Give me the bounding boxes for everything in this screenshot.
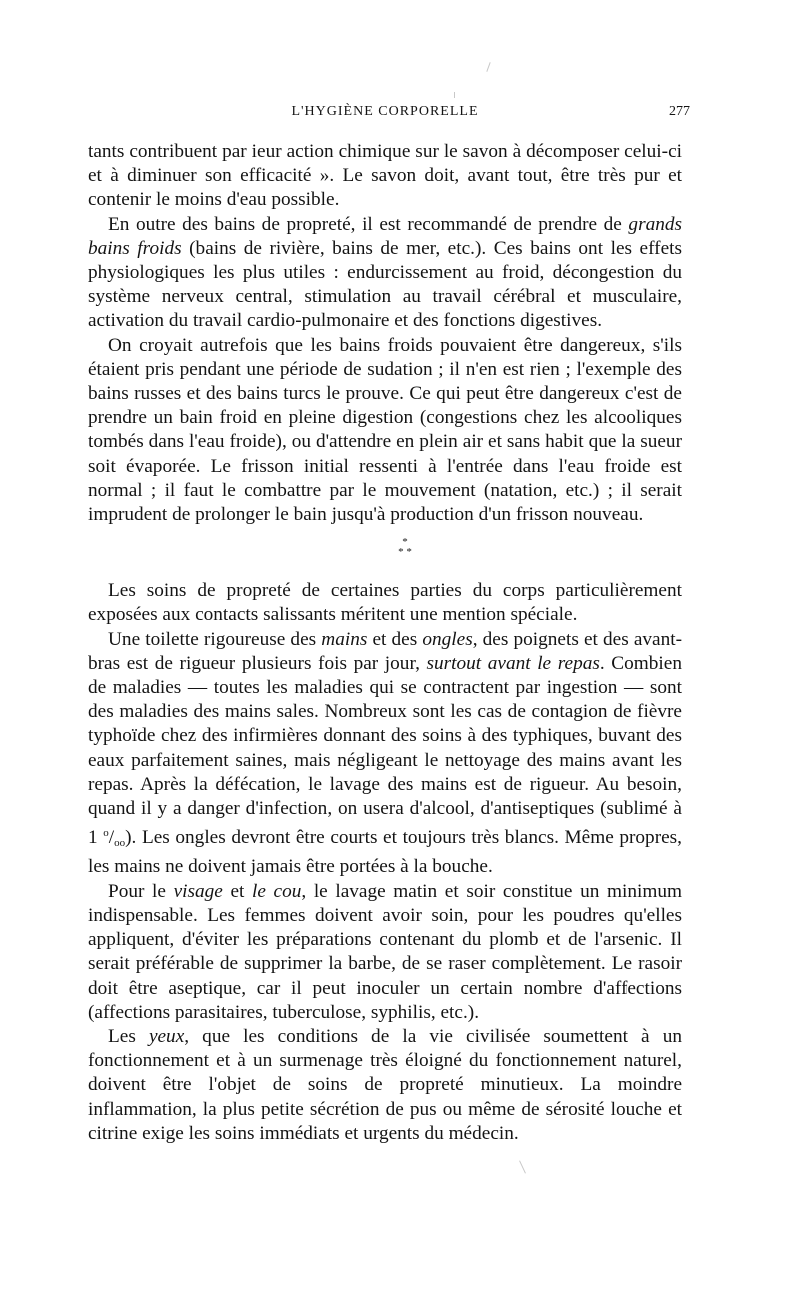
italic-term: ongles [422,628,473,650]
italic-term: le cou [252,880,302,902]
text-run: et [222,880,252,902]
text-run: et des [367,628,423,650]
scan-mark [519,1160,526,1173]
text-run: tants contribuent par ieur action chimique sur le savon à décomposer celui-ci et à diminuer son efficacité ». Le savon doit, avant tout, être très pur et contenir le moins d'eau possible. [88,141,682,211]
text-run: (bains de rivière, bains de mer, etc.). Ces bains ont les effets physiologiques les plus utiles : endurcissement au froid, décongestion du système nerveux central, stimulation au travail cérébral et musculaire, activation du travail cardio-pulmonaire et des fonctions digestives. [88,237,683,332]
paragraph [88,579,682,627]
text-run: / [108,827,115,849]
scan-mark [486,62,490,72]
text-run: Une toilette rigoureuse des [108,628,322,650]
page-number: 277 [669,104,690,119]
superscript: o [103,827,109,840]
paragraph [88,213,682,334]
text-run: . Combien de maladies — toutes les maladies qui se contractent par ingestion — sont des maladies des mains sales. Nombreux sont les cas de contagion de fièvre typhoïde chez des infirmières donnant des soins à des typhiques, buvant des eaux parfaitement saines, mais négligeant le nettoyage des mains avant les repas. Après la défécation, le lavage des mains est de rigueur. Au besoin, quand il y a danger d'infection, on usera d'alcool, d'antiseptiques (sublimé à 1 [88,652,682,849]
text-run: Les [108,1025,149,1047]
paragraph [88,140,682,213]
subscript: oo [114,837,126,850]
text-run: En outre des bains de propreté, il est recommandé de prendre de [108,213,629,235]
text-run: Les soins de propreté de certaines parties du corps particulièrement exposées aux contacts salissants méritent une mention spéciale. [88,580,682,626]
text-run: ). Les ongles devront être courts et toujours très blancs. Même propres, les mains ne doivent jamais être portées à la bouche. [88,827,682,878]
text-run: , que les conditions de la vie civilisée soumettent à un fonctionnement et à un surmenage très éloigné du fonctionnement naturel, doivent être l'objet de soins de propreté minutieux. La moindre inflammation, la plus petite sécrétion de pus ou même de sérosité louche et citrine exige les soins immédiats et urgents du médecin. [88,1025,682,1144]
book-page [88,104,690,1146]
text-run: On croyait autrefois que les bains froids pouvaient être dangereux, s'ils étaient pris pendant une période de sudation ; il n'en est rien ; l'exemple des bains russes et des bains turcs le prouve. Ce qui peut être dangereux c'est de prendre un bain froid en pleine digestion (congestions chez les alcooliques tombés dans l'eau froide), ou d'attendre en plein air et sans habit que la sueur soit évaporée. Le frisson initial ressenti à l'entrée dans l'eau froide est normal ; il faut le combattre par le mouvement (natation, etc.) ; il serait imprudent de prolonger le bain jusqu'à production d'un frisson nouveau. [88,334,682,526]
paragraph [88,628,682,880]
italic-term: yeux [148,1025,185,1047]
italic-term: surtout avant le repas [426,652,600,674]
text-run: Pour le [108,880,174,902]
italic-term: mains [321,628,368,650]
asterism [88,537,682,557]
paragraph [88,880,682,1025]
text-run: , le lavage matin et soir constitue un minimum indispensable. Les femmes doivent avoir soin, pour les poudres qu'elles appliquent, d'éviter les préparations contenant du plomb et de l'arsenic. Il serait préférable de supprimer la barbe, de se raser complètement. Le rasoir doit être aseptique, car il peut inoculer un certain nombre d'affections (affections parasitaires, tuberculose, syphilis, etc.). [88,880,682,1023]
asterism-bottom: * * [398,546,412,559]
running-head [88,104,690,126]
asterism-top: * [402,536,408,549]
paragraph [88,1025,682,1146]
italic-term: grands bains froids [88,213,682,259]
scan-mark [454,92,455,98]
running-title: L'HYGIÈNE CORPORELLE [291,104,479,119]
paragraph [88,334,682,528]
text-run: , des poignets et des avant-bras est de rigueur plusieurs fois par jour, [88,628,682,674]
italic-term: visage [173,880,223,902]
